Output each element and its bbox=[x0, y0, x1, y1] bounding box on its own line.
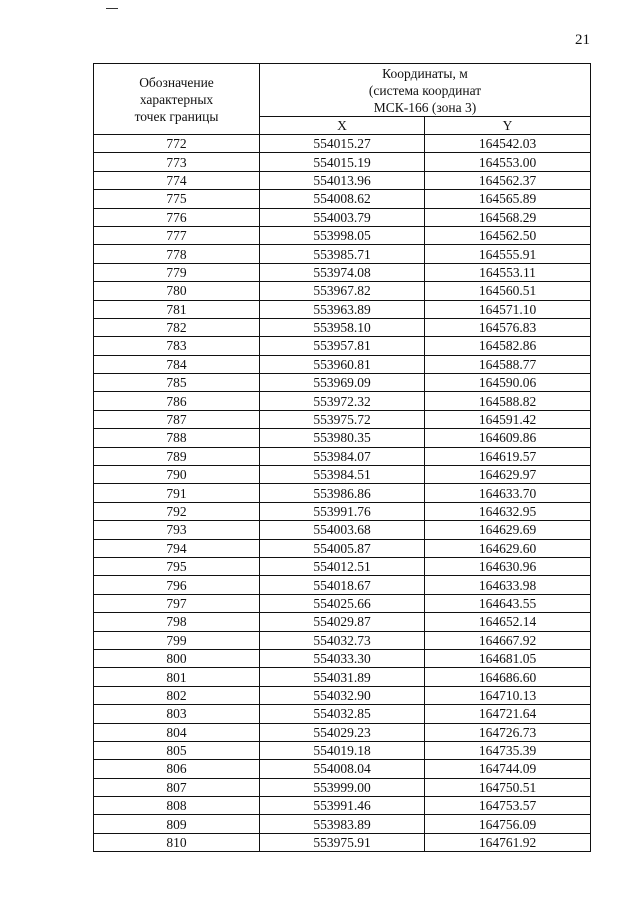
y-cell: 164721.64 bbox=[425, 705, 591, 723]
x-cell: 553957.81 bbox=[260, 337, 425, 355]
point-cell: 793 bbox=[94, 521, 260, 539]
y-cell: 164619.57 bbox=[425, 447, 591, 465]
y-cell: 164555.91 bbox=[425, 245, 591, 263]
x-cell: 554031.89 bbox=[260, 668, 425, 686]
y-cell: 164643.55 bbox=[425, 594, 591, 612]
y-cell: 164633.70 bbox=[425, 484, 591, 502]
table-row bbox=[94, 410, 591, 428]
x-cell: 553999.00 bbox=[260, 778, 425, 796]
y-cell: 164588.82 bbox=[425, 392, 591, 410]
table-row bbox=[94, 282, 591, 300]
point-cell: 785 bbox=[94, 374, 260, 392]
table-row bbox=[94, 539, 591, 557]
y-header: Y bbox=[425, 117, 591, 135]
y-cell: 164652.14 bbox=[425, 613, 591, 631]
x-cell: 553958.10 bbox=[260, 318, 425, 336]
table-row bbox=[94, 649, 591, 667]
x-cell: 554008.62 bbox=[260, 190, 425, 208]
coordinates-table bbox=[93, 63, 591, 852]
x-cell: 554008.04 bbox=[260, 760, 425, 778]
table-row bbox=[94, 797, 591, 815]
table-row bbox=[94, 631, 591, 649]
table-row bbox=[94, 355, 591, 373]
x-cell: 554003.68 bbox=[260, 521, 425, 539]
point-cell: 808 bbox=[94, 797, 260, 815]
y-cell: 164681.05 bbox=[425, 649, 591, 667]
y-cell: 164750.51 bbox=[425, 778, 591, 796]
table-row bbox=[94, 594, 591, 612]
x-cell: 553975.91 bbox=[260, 833, 425, 851]
y-cell: 164735.39 bbox=[425, 741, 591, 759]
table-row bbox=[94, 833, 591, 851]
x-cell: 553986.86 bbox=[260, 484, 425, 502]
table-row bbox=[94, 300, 591, 318]
table-row bbox=[94, 429, 591, 447]
coordinates-header: Координаты, м (система координат МСК-166 (зона 3) bbox=[260, 64, 591, 117]
x-cell: 553998.05 bbox=[260, 226, 425, 244]
x-cell: 554033.30 bbox=[260, 649, 425, 667]
table-row bbox=[94, 760, 591, 778]
y-cell: 164632.95 bbox=[425, 502, 591, 520]
x-cell: 554018.67 bbox=[260, 576, 425, 594]
point-cell: 777 bbox=[94, 226, 260, 244]
x-cell: 554025.66 bbox=[260, 594, 425, 612]
y-cell: 164756.09 bbox=[425, 815, 591, 833]
table-row bbox=[94, 171, 591, 189]
table-row bbox=[94, 815, 591, 833]
y-cell: 164609.86 bbox=[425, 429, 591, 447]
table-row bbox=[94, 723, 591, 741]
point-cell: 772 bbox=[94, 135, 260, 153]
y-cell: 164630.96 bbox=[425, 557, 591, 575]
point-cell: 787 bbox=[94, 410, 260, 428]
x-header: X bbox=[260, 117, 425, 135]
table-row bbox=[94, 484, 591, 502]
x-cell: 553985.71 bbox=[260, 245, 425, 263]
x-cell: 554005.87 bbox=[260, 539, 425, 557]
y-cell: 164576.83 bbox=[425, 318, 591, 336]
y-cell: 164629.69 bbox=[425, 521, 591, 539]
y-cell: 164726.73 bbox=[425, 723, 591, 741]
point-cell: 776 bbox=[94, 208, 260, 226]
point-cell: 802 bbox=[94, 686, 260, 704]
table-row bbox=[94, 576, 591, 594]
point-cell: 807 bbox=[94, 778, 260, 796]
y-cell: 164633.98 bbox=[425, 576, 591, 594]
table-body bbox=[94, 135, 591, 852]
point-cell: 784 bbox=[94, 355, 260, 373]
table-row bbox=[94, 263, 591, 281]
y-cell: 164629.97 bbox=[425, 466, 591, 484]
y-cell: 164553.00 bbox=[425, 153, 591, 171]
point-cell: 798 bbox=[94, 613, 260, 631]
x-cell: 553974.08 bbox=[260, 263, 425, 281]
point-designation-header: Обозначение характерных точек границы bbox=[94, 64, 260, 135]
x-cell: 554013.96 bbox=[260, 171, 425, 189]
x-cell: 554003.79 bbox=[260, 208, 425, 226]
y-cell: 164565.89 bbox=[425, 190, 591, 208]
y-cell: 164562.50 bbox=[425, 226, 591, 244]
point-cell: 783 bbox=[94, 337, 260, 355]
point-cell: 780 bbox=[94, 282, 260, 300]
x-cell: 553967.82 bbox=[260, 282, 425, 300]
table-row bbox=[94, 447, 591, 465]
point-cell: 801 bbox=[94, 668, 260, 686]
point-cell: 775 bbox=[94, 190, 260, 208]
point-cell: 773 bbox=[94, 153, 260, 171]
table-row bbox=[94, 337, 591, 355]
y-cell: 164560.51 bbox=[425, 282, 591, 300]
y-cell: 164761.92 bbox=[425, 833, 591, 851]
y-cell: 164582.86 bbox=[425, 337, 591, 355]
table-row bbox=[94, 741, 591, 759]
y-cell: 164588.77 bbox=[425, 355, 591, 373]
x-cell: 553963.89 bbox=[260, 300, 425, 318]
x-cell: 553984.51 bbox=[260, 466, 425, 484]
top-dash-mark bbox=[106, 8, 118, 9]
point-cell: 803 bbox=[94, 705, 260, 723]
y-cell: 164553.11 bbox=[425, 263, 591, 281]
table-row bbox=[94, 778, 591, 796]
point-cell: 797 bbox=[94, 594, 260, 612]
point-cell: 789 bbox=[94, 447, 260, 465]
x-cell: 554032.85 bbox=[260, 705, 425, 723]
x-cell: 554029.87 bbox=[260, 613, 425, 631]
table-row bbox=[94, 374, 591, 392]
x-cell: 553975.72 bbox=[260, 410, 425, 428]
table-row bbox=[94, 502, 591, 520]
point-cell: 810 bbox=[94, 833, 260, 851]
table-row bbox=[94, 392, 591, 410]
point-cell: 806 bbox=[94, 760, 260, 778]
y-cell: 164562.37 bbox=[425, 171, 591, 189]
point-cell: 778 bbox=[94, 245, 260, 263]
y-cell: 164591.42 bbox=[425, 410, 591, 428]
table-row bbox=[94, 466, 591, 484]
x-cell: 553984.07 bbox=[260, 447, 425, 465]
table-row bbox=[94, 208, 591, 226]
x-cell: 554032.90 bbox=[260, 686, 425, 704]
y-cell: 164744.09 bbox=[425, 760, 591, 778]
x-cell: 553991.46 bbox=[260, 797, 425, 815]
point-cell: 790 bbox=[94, 466, 260, 484]
point-cell: 809 bbox=[94, 815, 260, 833]
y-cell: 164629.60 bbox=[425, 539, 591, 557]
point-cell: 804 bbox=[94, 723, 260, 741]
x-cell: 553983.89 bbox=[260, 815, 425, 833]
x-cell: 553980.35 bbox=[260, 429, 425, 447]
x-cell: 553991.76 bbox=[260, 502, 425, 520]
y-cell: 164542.03 bbox=[425, 135, 591, 153]
x-cell: 554015.19 bbox=[260, 153, 425, 171]
table-row bbox=[94, 135, 591, 153]
y-cell: 164753.57 bbox=[425, 797, 591, 815]
table-row bbox=[94, 190, 591, 208]
y-cell: 164568.29 bbox=[425, 208, 591, 226]
point-cell: 799 bbox=[94, 631, 260, 649]
table-row bbox=[94, 318, 591, 336]
point-cell: 779 bbox=[94, 263, 260, 281]
y-cell: 164686.60 bbox=[425, 668, 591, 686]
point-cell: 805 bbox=[94, 741, 260, 759]
x-cell: 554029.23 bbox=[260, 723, 425, 741]
x-cell: 553972.32 bbox=[260, 392, 425, 410]
table-row bbox=[94, 557, 591, 575]
table-row bbox=[94, 226, 591, 244]
point-cell: 782 bbox=[94, 318, 260, 336]
table-row bbox=[94, 705, 591, 723]
point-cell: 796 bbox=[94, 576, 260, 594]
y-cell: 164667.92 bbox=[425, 631, 591, 649]
table-row bbox=[94, 521, 591, 539]
point-cell: 781 bbox=[94, 300, 260, 318]
x-cell: 554012.51 bbox=[260, 557, 425, 575]
table-row bbox=[94, 245, 591, 263]
point-cell: 800 bbox=[94, 649, 260, 667]
table-row bbox=[94, 668, 591, 686]
point-cell: 791 bbox=[94, 484, 260, 502]
y-cell: 164590.06 bbox=[425, 374, 591, 392]
point-cell: 786 bbox=[94, 392, 260, 410]
table-row bbox=[94, 613, 591, 631]
x-cell: 553960.81 bbox=[260, 355, 425, 373]
point-cell: 795 bbox=[94, 557, 260, 575]
x-cell: 554015.27 bbox=[260, 135, 425, 153]
table-row bbox=[94, 153, 591, 171]
x-cell: 553969.09 bbox=[260, 374, 425, 392]
x-cell: 554019.18 bbox=[260, 741, 425, 759]
point-cell: 792 bbox=[94, 502, 260, 520]
y-cell: 164710.13 bbox=[425, 686, 591, 704]
point-cell: 788 bbox=[94, 429, 260, 447]
x-cell: 554032.73 bbox=[260, 631, 425, 649]
y-cell: 164571.10 bbox=[425, 300, 591, 318]
page-number: 21 bbox=[575, 32, 590, 48]
point-cell: 774 bbox=[94, 171, 260, 189]
point-cell: 794 bbox=[94, 539, 260, 557]
table-row bbox=[94, 686, 591, 704]
